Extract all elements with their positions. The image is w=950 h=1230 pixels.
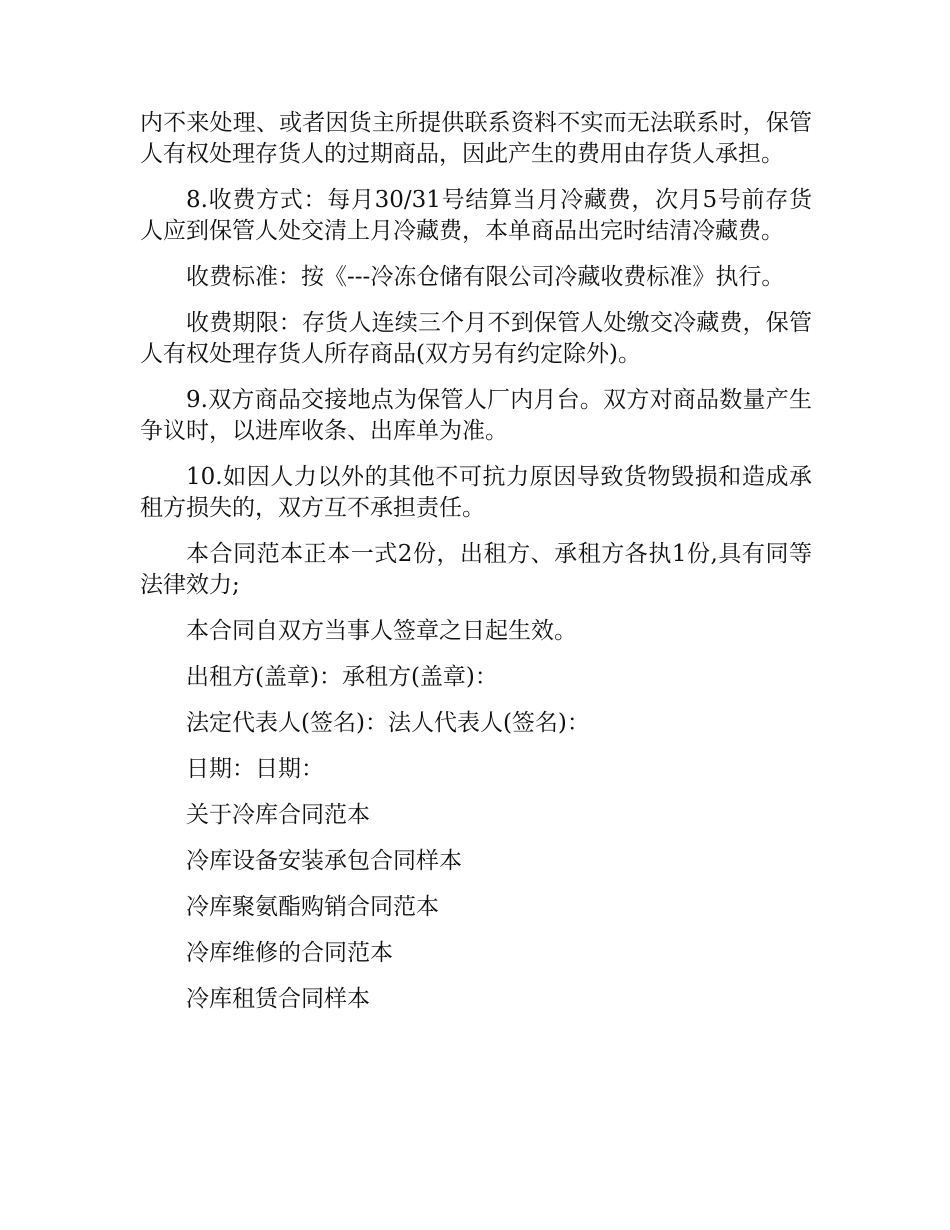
related-link-3: 冷库聚氨酯购销合同范本 <box>186 894 439 920</box>
paragraph-fee-standard: 收费标准：按《---冷冻仓储有限公司冷藏收费标准》执行。 <box>186 264 785 290</box>
signature-dates: 日期：日期： <box>186 756 324 782</box>
signature-party-seals: 出租方(盖章)：承租方(盖章)： <box>186 664 498 690</box>
related-link-2: 冷库设备安装承包合同样本 <box>186 848 462 874</box>
paragraph-effective-date: 本合同自双方当事人签章之日起生效。 <box>186 618 577 644</box>
paragraph-payment-method: 8.收费方式：每月30/31号结算当月冷藏费，次月5号前存货人应到保管人处交清上月冷藏费，本单商品出完时结清冷藏费。 <box>140 187 812 244</box>
paragraph-fee-deadline: 收费期限：存货人连续三个月不到保管人处缴交冷藏费，保管人有权处理存货人所存商品(双方另有约定除外)。 <box>140 310 812 367</box>
paragraph-force-majeure: 10.如因人力以外的其他不可抗力原因导致货物毁损和造成承租方损失的，双方互不承担责任。 <box>140 464 812 521</box>
document-body <box>140 108 812 1030</box>
related-link-4: 冷库维修的合同范本 <box>186 940 393 966</box>
paragraph-handover-location: 9.双方商品交接地点为保管人厂内月台。双方对商品数量产生争议时，以进库收条、出库单为准。 <box>140 387 812 444</box>
paragraph-copies: 本合同范本正本一式2份，出租方、承租方各执1份,具有同等法律效力; <box>140 541 812 598</box>
related-link-1: 关于冷库合同范本 <box>186 802 370 828</box>
related-link-5: 冷库租赁合同样本 <box>186 986 370 1012</box>
paragraph-overdue-goods: 内不来处理、或者因货主所提供联系资料不实而无法联系时，保管人有权处理存货人的过期商品，因此产生的费用由存货人承担。 <box>140 110 812 167</box>
signature-representatives: 法定代表人(签名)：法人代表人(签名)： <box>186 710 590 736</box>
